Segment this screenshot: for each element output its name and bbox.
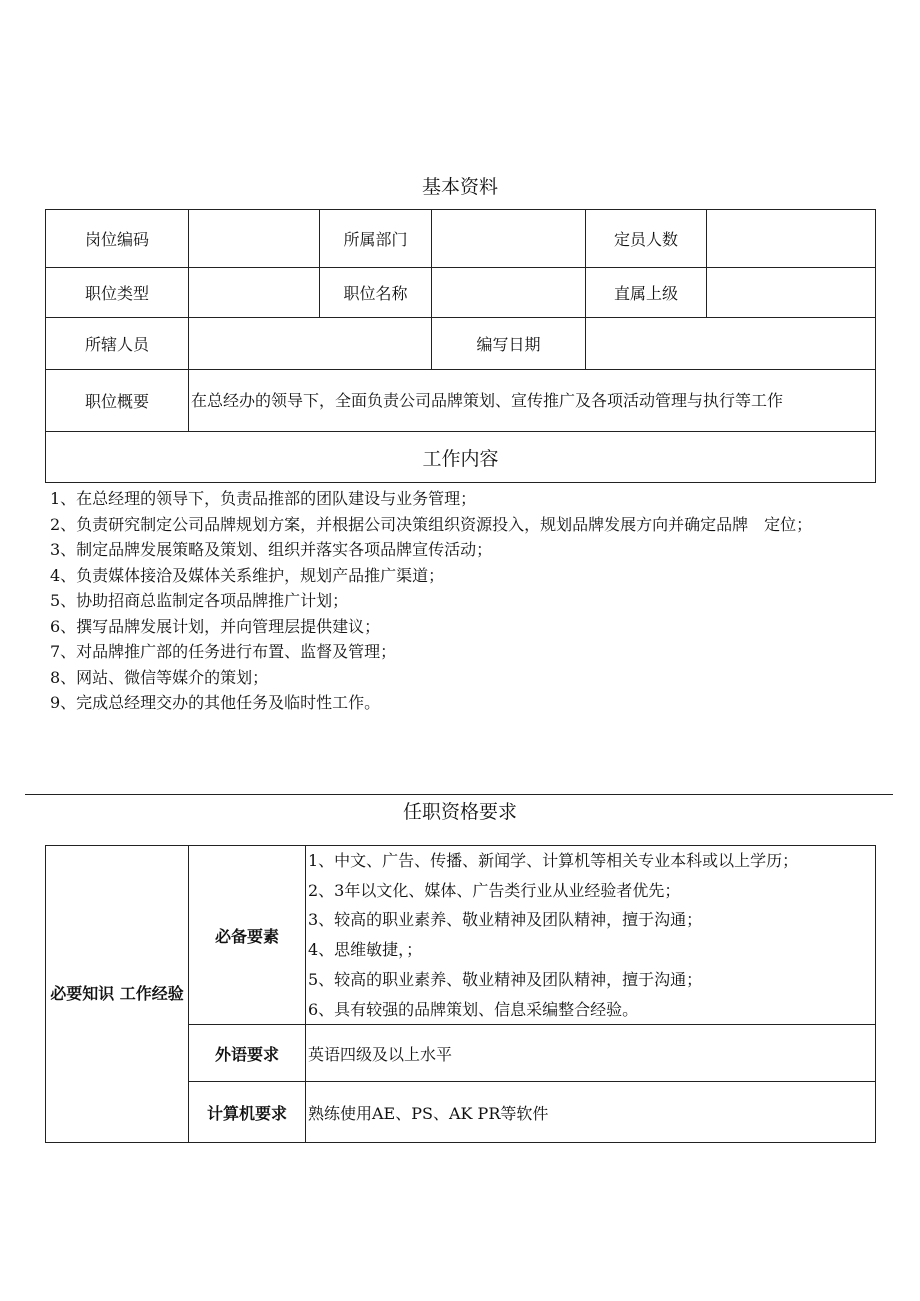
- duty-item: 7、对品牌推广部的任务进行布置、监督及管理；: [50, 642, 397, 661]
- label-subordinates: 所辖人员: [46, 318, 189, 370]
- value-write-date: [586, 318, 876, 370]
- value-position-name: [432, 268, 586, 318]
- label-position-code: 岗位编码: [46, 210, 189, 268]
- duties-list: [50, 486, 898, 716]
- essential-items: [306, 846, 876, 1025]
- language-label: 外语要求: [189, 1025, 306, 1082]
- qualifications-table: [45, 845, 876, 1143]
- essential-item: 3、较高的职业素养、敬业精神及团队精神，擅于沟通；: [308, 910, 703, 930]
- essential-item: 6、具有较强的品牌策划、信息采编整合经验。: [308, 999, 639, 1019]
- essential-item: 5、较高的职业素养、敬业精神及团队精神，擅于沟通；: [308, 969, 703, 989]
- summary-text: 在总经办的领导下，全面负责公司品牌策划、宣传推广及各项活动管理与执行等工作: [189, 370, 876, 432]
- duty-item: 8、网站、微信等媒介的策划；: [50, 667, 269, 687]
- duty-item: 6、撰写品牌发展计划，并向管理层提供建议；: [50, 616, 381, 636]
- computer-label: 计算机要求: [189, 1082, 306, 1143]
- value-position-type: [189, 268, 320, 318]
- essential-item: 1、中文、广告、传播、新闻学、计算机等相关专业本科或以上学历；: [308, 851, 799, 870]
- value-department: [432, 210, 586, 268]
- label-headcount: 定员人数: [586, 210, 707, 268]
- label-supervisor: 直属上级: [586, 268, 707, 318]
- essential-item: 2、3年以文化、媒体、广告类行业从业经验者优先；: [308, 880, 681, 900]
- language-value: 英语四级及以上水平: [306, 1025, 876, 1082]
- label-position-type: 职位类型: [46, 268, 189, 318]
- work-content-title: 工作内容: [46, 432, 876, 483]
- duty-item: 9、完成总经理交办的其他任务及临时性工作。: [50, 693, 381, 712]
- basic-info-title: 基本资料: [421, 176, 498, 198]
- value-headcount: [707, 210, 876, 268]
- duty-item: 1、在总经理的领导下，负责品推部的团队建设与业务管理；: [50, 489, 477, 508]
- label-write-date: 编写日期: [432, 318, 586, 370]
- essential-item: 4、思维敏捷，；: [308, 940, 423, 960]
- duty-item: 5、协助招商总监制定各项品牌推广计划；: [50, 591, 349, 610]
- value-supervisor: [707, 268, 876, 318]
- qualifications-title: 任职资格要求: [402, 801, 517, 823]
- label-summary: 职位概要: [46, 370, 189, 432]
- duty-item: 4、负责媒体接洽及媒体关系维护，规划产品推广渠道；: [50, 565, 445, 585]
- essential-label: 必备要素: [189, 846, 306, 1025]
- section-divider: [25, 794, 893, 795]
- label-position-name: 职位名称: [320, 268, 432, 318]
- duty-item: 2、负责研究制定公司品牌规划方案，并根据公司决策组织资源投入，规划品牌发展方向并确定品牌 定位；: [50, 514, 813, 534]
- label-department: 所属部门: [320, 210, 432, 268]
- computer-value: 熟练使用AE、PS、AK PR等软件: [306, 1082, 876, 1143]
- qualification-category: 必要知识 工作经验: [46, 846, 189, 1143]
- duty-item: 3、制定品牌发展策略及策划、组织并落实各项品牌宣传活动；: [50, 540, 493, 559]
- basic-info-table: [45, 209, 876, 483]
- value-position-code: [189, 210, 320, 268]
- value-subordinates: [189, 318, 432, 370]
